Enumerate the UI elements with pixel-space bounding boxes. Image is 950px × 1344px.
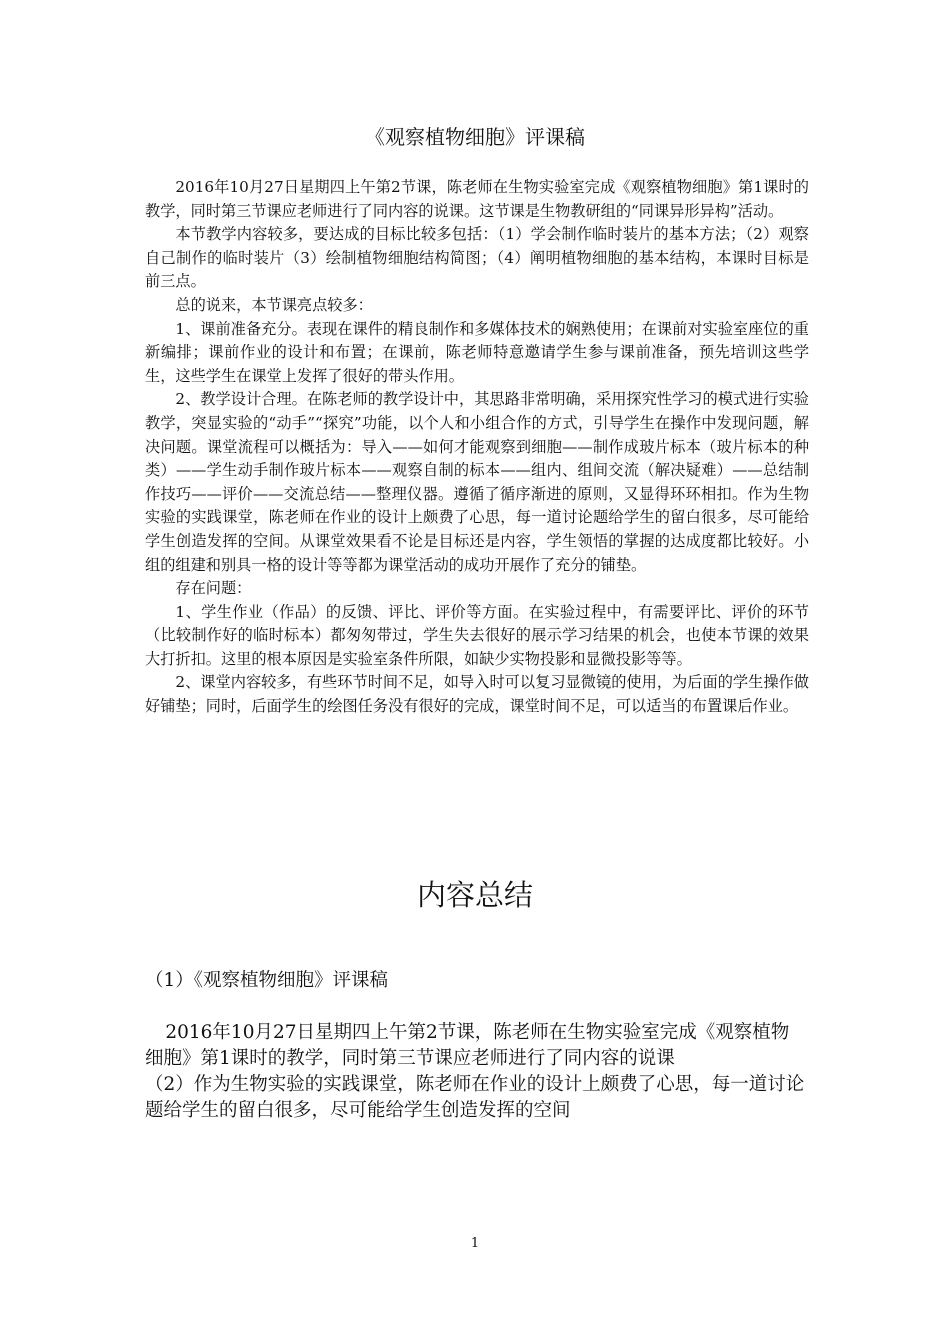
summary-section — [145, 968, 805, 1124]
paragraph-highlight-2: 2、教学设计合理。在陈老师的教学设计中，其思路非常明确，采用探究性学习的模式进行实验教学，突显实验的“动手”“探究”功能，以个人和小组合作的方式，引导学生在操作中发现问题，解决问题。课堂流程可以概括为：导入——如何才能观察到细胞——制作成玻片标本（玻片标本的种类）——学生动手制作玻片标本——观察自制的标本——组内、组间交流（解决疑难）——总结制作技巧——评价——交流总结——整理仪器。遵循了循序渐进的原则，又显得环环相扣。作为生物实验的实践课堂，陈老师在作业的设计上颇费了心思，每一道讨论题给学生的留白很多，尽可能给学生创造发挥的空间。从课堂效果看不论是目标还是内容，学生领悟的掌握的达成度都比较好。小组的组建和别具一格的设计等等都为课堂活动的成功开展作了充分的铺垫。 — [145, 390, 810, 574]
page-number: 1 — [470, 1236, 480, 1251]
paragraph-problem-1: 1、学生作业（作品）的反馈、评比、评价等方面。在实验过程中，有需要评比、评价的环节（比较制作好的临时标本）都匆匆带过，学生失去很好的展示学习结果的机会，也使本节课的效果大打折扣。这里的根本原因是实验室条件所限，如缺少实物投影和显微投影等等。 — [145, 602, 809, 668]
paragraph-highlights-lead: 总的说来，本节课亮点较多： — [175, 295, 373, 314]
summary-item-2-text: （2）作为生物实验的实践课堂，陈老师在作业的设计上颇费了心思，每一道讨论题给学生的留白很多，尽可能给学生创造发挥的空间 — [145, 1074, 805, 1121]
document-title: 《观察植物细胞》评课稿 — [365, 125, 585, 149]
summary-heading: 内容总结 — [416, 878, 533, 912]
summary-item-1-title: （1）《观察植物细胞》评课稿 — [145, 970, 389, 991]
paragraph-problem-2: 2、课堂内容较多，有些环节时间不足，如导入时可以复习显微镜的使用，为后面的学生操作做好铺垫；同时，后面学生的绘图任务没有很好的完成，课堂时间不足，可以适当的布置课后作业。 — [145, 673, 809, 716]
summary-item-1-text: 2016年10月27日星期四上午第2节课，陈老师在生物实验室完成《观察植物细胞》第1课时的教学，同时第三节课应老师进行了同内容的说课 — [145, 1022, 790, 1069]
paragraph-highlight-1: 1、课前准备充分。表现在课件的精良制作和多媒体技术的娴熟使用；在课前对实验室座位的重新编排；课前作业的设计和布置；在课前，陈老师特意邀请学生参与课前准备，预先培训这些学生，这些学生在课堂上发挥了很好的带头作用。 — [145, 319, 809, 385]
paragraph-problems-lead: 存在问题： — [175, 579, 252, 598]
paragraph-intro: 2016年10月27日星期四上午第2节课，陈老师在生物实验室完成《观察植物细胞》第1课时的教学，同时第三节课应老师进行了同内容的说课。这节课是生物教研组的“同课异形异构”活动。 — [145, 178, 809, 220]
document-body — [145, 176, 809, 719]
paragraph-goals: 本节教学内容较多，要达成的目标比较多包括：（1）学会制作临时装片的基本方法；（2）观察自己制作的临时装片（3）绘制植物细胞结构简图；（4）阐明植物细胞的基本结构，本课时目标是前三点。 — [145, 225, 809, 291]
